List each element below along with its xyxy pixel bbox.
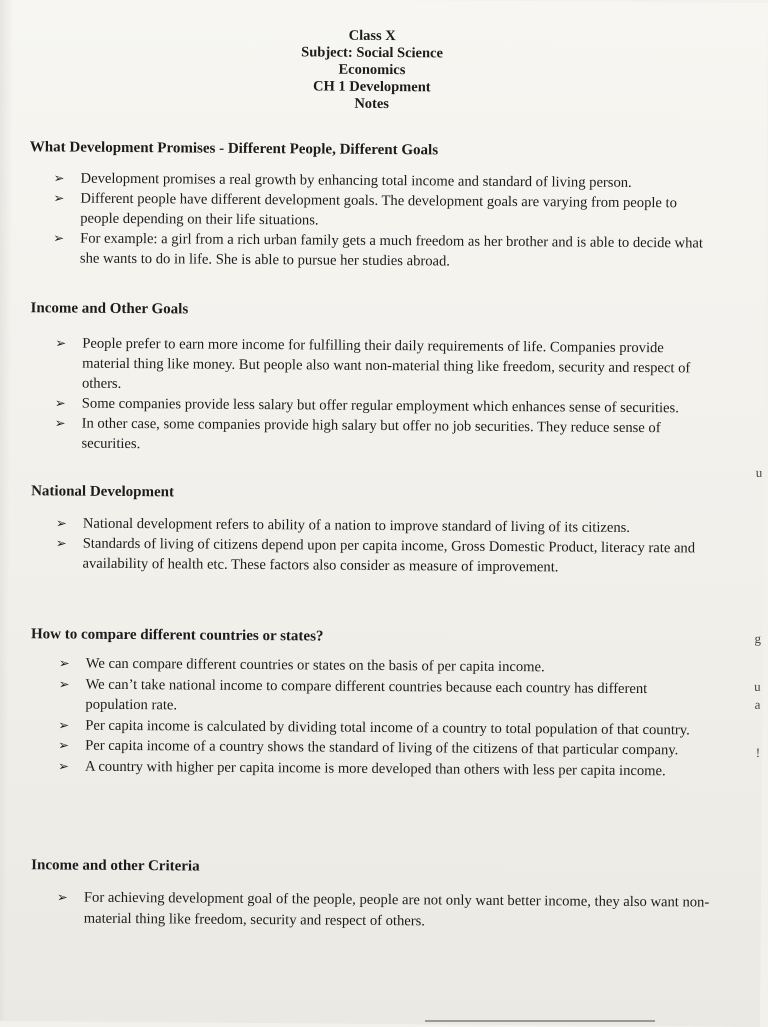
bullet-list-national-development xyxy=(55,513,705,578)
edge-mark: g xyxy=(754,630,762,646)
bullet-arrow-icon: ➢ xyxy=(58,737,70,753)
subject-line: Subject: Social Science xyxy=(301,44,444,62)
edge-mark: a xyxy=(754,696,761,712)
document-header xyxy=(0,25,745,116)
edge-mark: u xyxy=(755,464,763,480)
bullet-arrow-icon: ➢ xyxy=(53,170,65,186)
page-edge-line xyxy=(425,1020,655,1022)
list-item: ➢ For example: a girl from a rich urban family gets a much freedom as her brother and is able to decide what she wants to do in life. She is able to pursue her studies abroad. xyxy=(53,230,704,270)
bullet-arrow-icon: ➢ xyxy=(56,889,68,905)
edge-mark: u xyxy=(754,678,761,694)
list-item: ➢ We can’t take national income to compare different countries because each country has different population rate. xyxy=(58,675,648,714)
bullet-arrow-icon: ➢ xyxy=(58,716,70,733)
section-heading-national-development: National Development xyxy=(31,483,175,501)
bullet-list-development-promises xyxy=(53,168,704,273)
notes-line: Notes xyxy=(354,95,390,113)
bullet-arrow-icon: ➢ xyxy=(55,515,67,531)
bullet-list-income-other-criteria xyxy=(57,887,712,934)
list-item: ➢ We can compare different countries or states on the basis of per capita income. xyxy=(58,655,545,676)
list-item: ➢ Standards of living of citizens depend upon per capita income, Gross Domestic Product, literacy rate and availability of health etc. These factors also consider as measure of improvement. xyxy=(55,535,696,576)
list-item: ➢ Different people have different development goals. The development goals are varying from people to people depending on their life situations. xyxy=(53,190,678,229)
page-shadow xyxy=(0,0,14,1021)
chapter-line: CH 1 Development xyxy=(312,78,431,96)
list-item: ➢ People prefer to earn more income for fulfilling their daily requirements of life. Companies provide material thing like money. But people also want non-material thing like freedom, security and respect of others. xyxy=(55,335,691,392)
bullet-list-compare-countries xyxy=(58,653,711,781)
bullet-arrow-icon: ➢ xyxy=(55,335,67,351)
list-item: ➢ National development refers to ability of a nation to improve standard of living of its citizens. xyxy=(55,515,631,536)
section-heading-income-other-goals: Income and Other Goals xyxy=(30,300,189,318)
economics-line: Economics xyxy=(338,61,406,79)
bullet-list-income-other-goals xyxy=(54,333,710,458)
list-item: ➢ Development promises a real growth by enhancing total income and standard of living person. xyxy=(53,170,632,191)
section-heading-compare-countries: How to compare different countries or states? xyxy=(30,626,324,645)
bullet-arrow-icon: ➢ xyxy=(54,415,66,431)
bullet-arrow-icon: ➢ xyxy=(58,655,70,671)
bullet-arrow-icon: ➢ xyxy=(53,190,65,206)
list-item: ➢ Per capita income of a country shows the standard of living of the citizens of that particular company. xyxy=(58,737,679,759)
list-item: ➢ A country with higher per capita income is more developed than others with less per capita income. xyxy=(57,757,666,779)
list-item: ➢ Some companies provide less salary but offer regular employment which enhances sense of securities. xyxy=(54,395,679,417)
section-heading-development-promises: What Development Promises - Different People, Different Goals xyxy=(29,139,439,159)
bullet-arrow-icon: ➢ xyxy=(57,757,69,774)
list-item: ➢ For achieving development goal of the people, people are not only want better income, they also want non-material thing like freedom, security and respect of others. xyxy=(56,889,710,930)
bullet-arrow-icon: ➢ xyxy=(53,230,65,246)
edge-mark: ! xyxy=(755,744,761,760)
list-item: ➢ Per capita income is calculated by dividing total income of a country to total population of that country. xyxy=(58,716,690,738)
bullet-arrow-icon: ➢ xyxy=(54,395,66,411)
bullet-arrow-icon: ➢ xyxy=(58,675,70,692)
list-item: ➢ In other case, some companies provide high salary but offer no job securities. They reduce sense of securities. xyxy=(54,415,661,453)
section-heading-income-other-criteria: Income and other Criteria xyxy=(31,857,200,875)
bullet-arrow-icon: ➢ xyxy=(55,535,67,551)
class-line: Class X xyxy=(348,27,396,45)
